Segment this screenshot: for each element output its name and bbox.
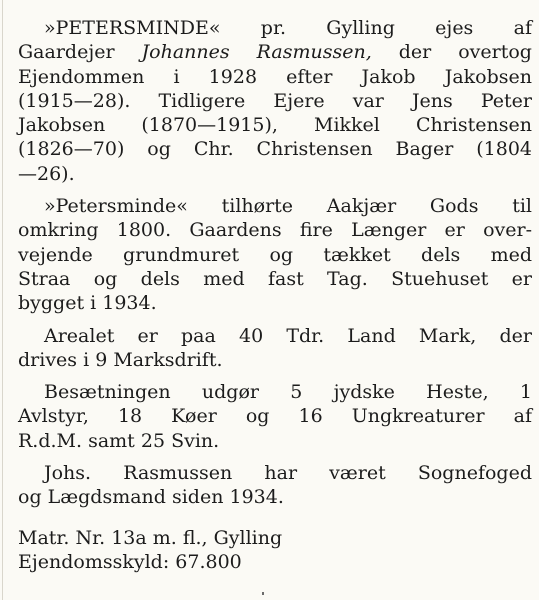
property-tax-value: Ejendomsskyld: 67.800 bbox=[18, 550, 242, 573]
text-line bbox=[18, 65, 532, 89]
scan-speck bbox=[262, 592, 264, 595]
text-line bbox=[18, 162, 532, 186]
text-run: »Petersminde« tilhørte Aakjær Gods til bbox=[44, 195, 532, 218]
text-line bbox=[18, 380, 532, 404]
text-line bbox=[18, 291, 532, 315]
text-line bbox=[18, 113, 532, 137]
text-line bbox=[18, 461, 532, 485]
text-line bbox=[18, 404, 532, 428]
text-run: R.d.M. samt 25 Svin. bbox=[18, 429, 220, 452]
text-run: —26). bbox=[18, 162, 75, 185]
text-line bbox=[18, 348, 532, 372]
owner-name: Johannes Rasmussen, bbox=[141, 41, 372, 64]
text-run: Avlstyr, 18 Køer og 16 Ungkreaturer af bbox=[18, 405, 532, 428]
document-body bbox=[18, 16, 532, 574]
text-run: Besætningen udgør 5 jydske Heste, 1 bbox=[44, 381, 532, 404]
text-line bbox=[18, 429, 532, 453]
paragraph bbox=[18, 194, 532, 315]
text-run: Straa og dels med fast Tag. Stuehuset er bbox=[18, 267, 532, 290]
cadastral-number: Matr. Nr. 13a m. fl., Gylling bbox=[18, 526, 283, 549]
text-line bbox=[18, 40, 532, 64]
text-run: (1915—28). Tidligere Ejere var Jens Peter bbox=[18, 89, 532, 112]
text-line bbox=[18, 137, 532, 161]
text-run: der overtog bbox=[371, 41, 532, 64]
text-line bbox=[18, 485, 532, 509]
paragraph bbox=[18, 324, 532, 373]
text-run: bygget i 1934. bbox=[18, 292, 157, 315]
text-line bbox=[18, 16, 532, 40]
text-run: Arealet er paa 40 Tdr. Land Mark, der bbox=[44, 324, 532, 347]
text-line bbox=[18, 243, 532, 267]
text-run: »PETERSMINDE« pr. Gylling ejes af bbox=[44, 17, 532, 39]
text-run: vejende grundmuret og tækket dels med bbox=[18, 243, 532, 266]
text-run: drives i 9 Marksdrift. bbox=[18, 348, 223, 371]
paragraph bbox=[18, 461, 532, 510]
text-line bbox=[18, 194, 532, 218]
text-line bbox=[18, 267, 532, 291]
text-line bbox=[18, 324, 532, 348]
paragraph bbox=[18, 16, 532, 186]
text-run: Gaardejer bbox=[18, 41, 142, 64]
text-run: omkring 1800. Gaardens fire Længer er over- bbox=[18, 219, 532, 242]
text-run: Jakobsen (1870—1915), Mikkel Christensen bbox=[18, 114, 532, 137]
paragraph bbox=[18, 380, 532, 453]
text-run: (1826—70) og Chr. Christensen Bager (1804 bbox=[18, 138, 532, 161]
text-line bbox=[18, 218, 532, 242]
text-run: Johs. Rasmussen har været Sognefoged bbox=[44, 462, 532, 485]
text-run: og Lægdsmand siden 1934. bbox=[18, 486, 284, 509]
text-line bbox=[18, 89, 532, 113]
text-run: Ejendommen i 1928 efter Jakob Jakobsen bbox=[18, 65, 532, 88]
